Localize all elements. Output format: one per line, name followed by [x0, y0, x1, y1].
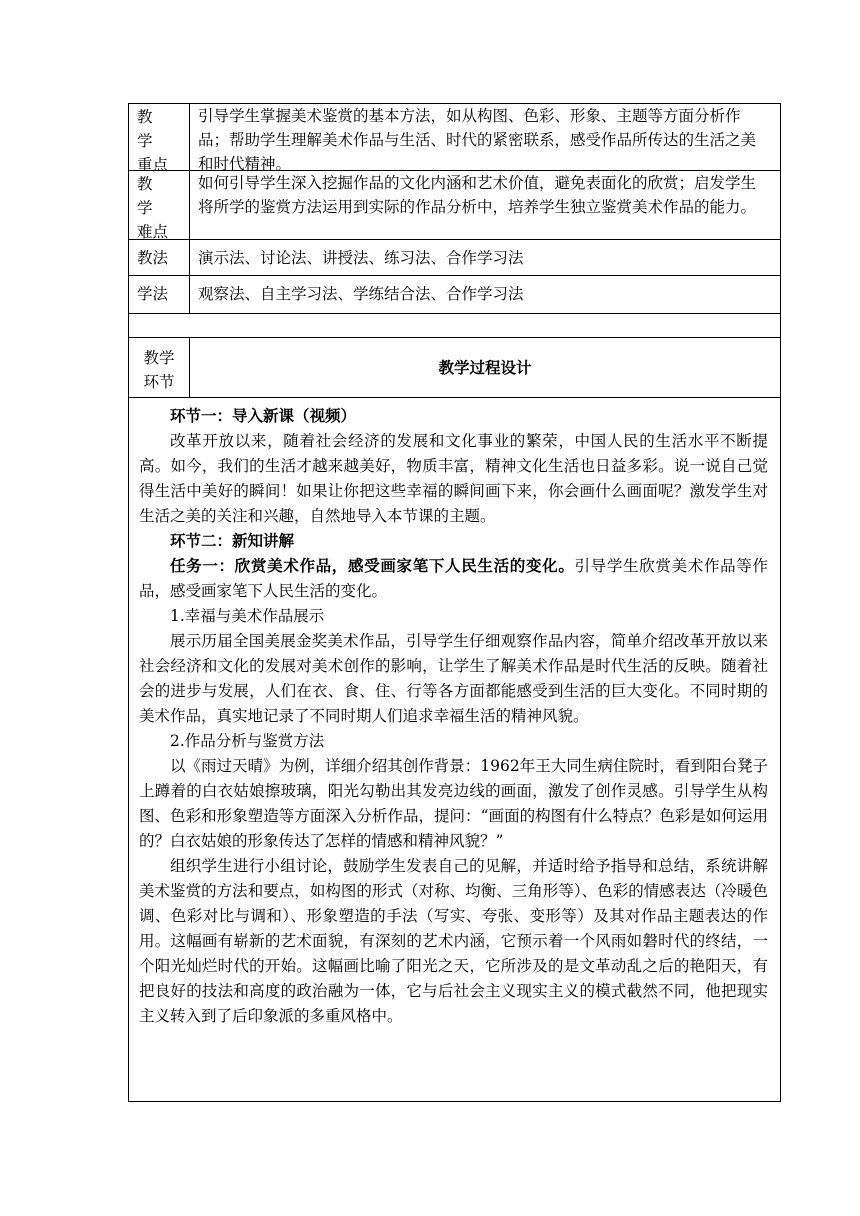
- sub1-text: 展示历届全国美展金奖美术作品，引导学生仔细观察作品内容，简单介绍改革开放以来社会经济和文化的发展对美术创作的影响，让学生了解美术作品是时代生活的反映。随着社会的进步与发展，人们在衣、食、住、行等各方面都能感受到生活的巨大变化。不同时期的美术作品，真实地记录了不同时期人们追求幸福生活的精神风貌。: [139, 632, 768, 725]
- teaching-focus-text: 引导学生掌握美术鉴赏的基本方法，如从构图、色彩、形象、主题等方面分析作品；帮助学生理解美术作品与生活、时代的紧密联系，感受作品所传达的生活之美和时代精神。: [198, 107, 757, 173]
- row-teaching-difficulty: [129, 170, 780, 239]
- teaching-method-text: 演示法、讨论法、讲授法、练习法、合作学习法: [198, 249, 524, 267]
- step1-title: 环节一：导入新课（视频）: [170, 407, 357, 425]
- process-body: [129, 398, 780, 1101]
- label-teaching-focus: 教 学 重点: [129, 104, 190, 170]
- lesson-plan-table: [128, 103, 781, 1102]
- row-teaching-focus: [129, 104, 780, 174]
- task1-title: 任务一：欣赏美术作品，感受画家笔下人民生活的变化。: [170, 557, 575, 575]
- learning-method-text: 观察法、自主学习法、学练结合法、合作学习法: [198, 285, 524, 303]
- label-teaching-difficulty: 教 学 难点: [129, 171, 190, 239]
- step2-title: 环节二：新知讲解: [170, 532, 295, 550]
- row-process-body: [129, 397, 780, 1101]
- sub2-text-b: 组织学生进行小组讨论，鼓励学生发表自己的见解，并适时给予指导和总结，系统讲解美术鉴赏的方法和要点，如构图的形式（对称、均衡、三角形等）、色彩的情感表达（冷暖色调、色彩对比与调和）、形象塑造的手法（写实、夸张、变形等）及其对作品主题表达的作用。这幅画有崭新的艺术面貌，有深刻的艺术内涵，它预示着一个风雨如磐时代的终结，一个阳光灿烂时代的开始。这幅画比喻了阳光之天，它所涉及的是文革动乱之后的艳阳天，有把良好的技法和高度的政治融为一体，它与后社会主义现实主义的模式截然不同，他把现实主义转入到了后印象派的多重风格中。: [139, 857, 768, 1025]
- process-design-title: 教学过程设计: [438, 358, 532, 377]
- row-process-header: [129, 337, 780, 397]
- task1-paragraph: [139, 554, 768, 604]
- teaching-difficulty-text: 如何引导学生深入挖掘作品的文化内涵和艺术价值，避免表面化的欣赏；启发学生将所学的鉴赏方法运用到实际的作品分析中，培养学生独立鉴赏美术作品的能力。: [198, 174, 757, 216]
- label-teaching-stage: 教学 环节: [129, 338, 190, 397]
- label-teaching-method: 教法: [129, 240, 190, 275]
- blank-row: [129, 313, 780, 337]
- row-teaching-method: [129, 239, 780, 275]
- label-learning-method: 学法: [129, 276, 190, 313]
- sub2-text-a: 以《雨过天晴》为例，详细介绍其创作背景：1962年王大同生病住院时，看到阳台凳子上蹲着的白衣姑娘擦玻璃，阳光勾勒出其发亮边线的画面，激发了创作灵感。引导学生从构图、色彩和形象塑造等方面深入分析作品，提问：“画面的构图有什么特点？色彩是如何运用的？白衣姑娘的形象传达了怎样的情感和精神风貌？”: [139, 757, 768, 850]
- step1-text: 改革开放以来，随着社会经济的发展和文化事业的繁荣，中国人民的生活水平不断提高。如今，我们的生活才越来越美好，物质丰富，精神文化生活也日益多彩。说一说自己觉得生活中美好的瞬间！如果让你把这些幸福的瞬间画下来，你会画什么画面呢？激发学生对生活之美的关注和兴趣，自然地导入本节课的主题。: [139, 432, 768, 525]
- sub1-title: 1.幸福与美术作品展示: [170, 607, 325, 625]
- row-learning-method: [129, 275, 780, 313]
- task1-text: 引导学生欣赏美术作品等作品，感受画家笔下人民生活的变化。: [139, 557, 768, 600]
- sub2-title: 2.作品分析与鉴赏方法: [170, 732, 325, 750]
